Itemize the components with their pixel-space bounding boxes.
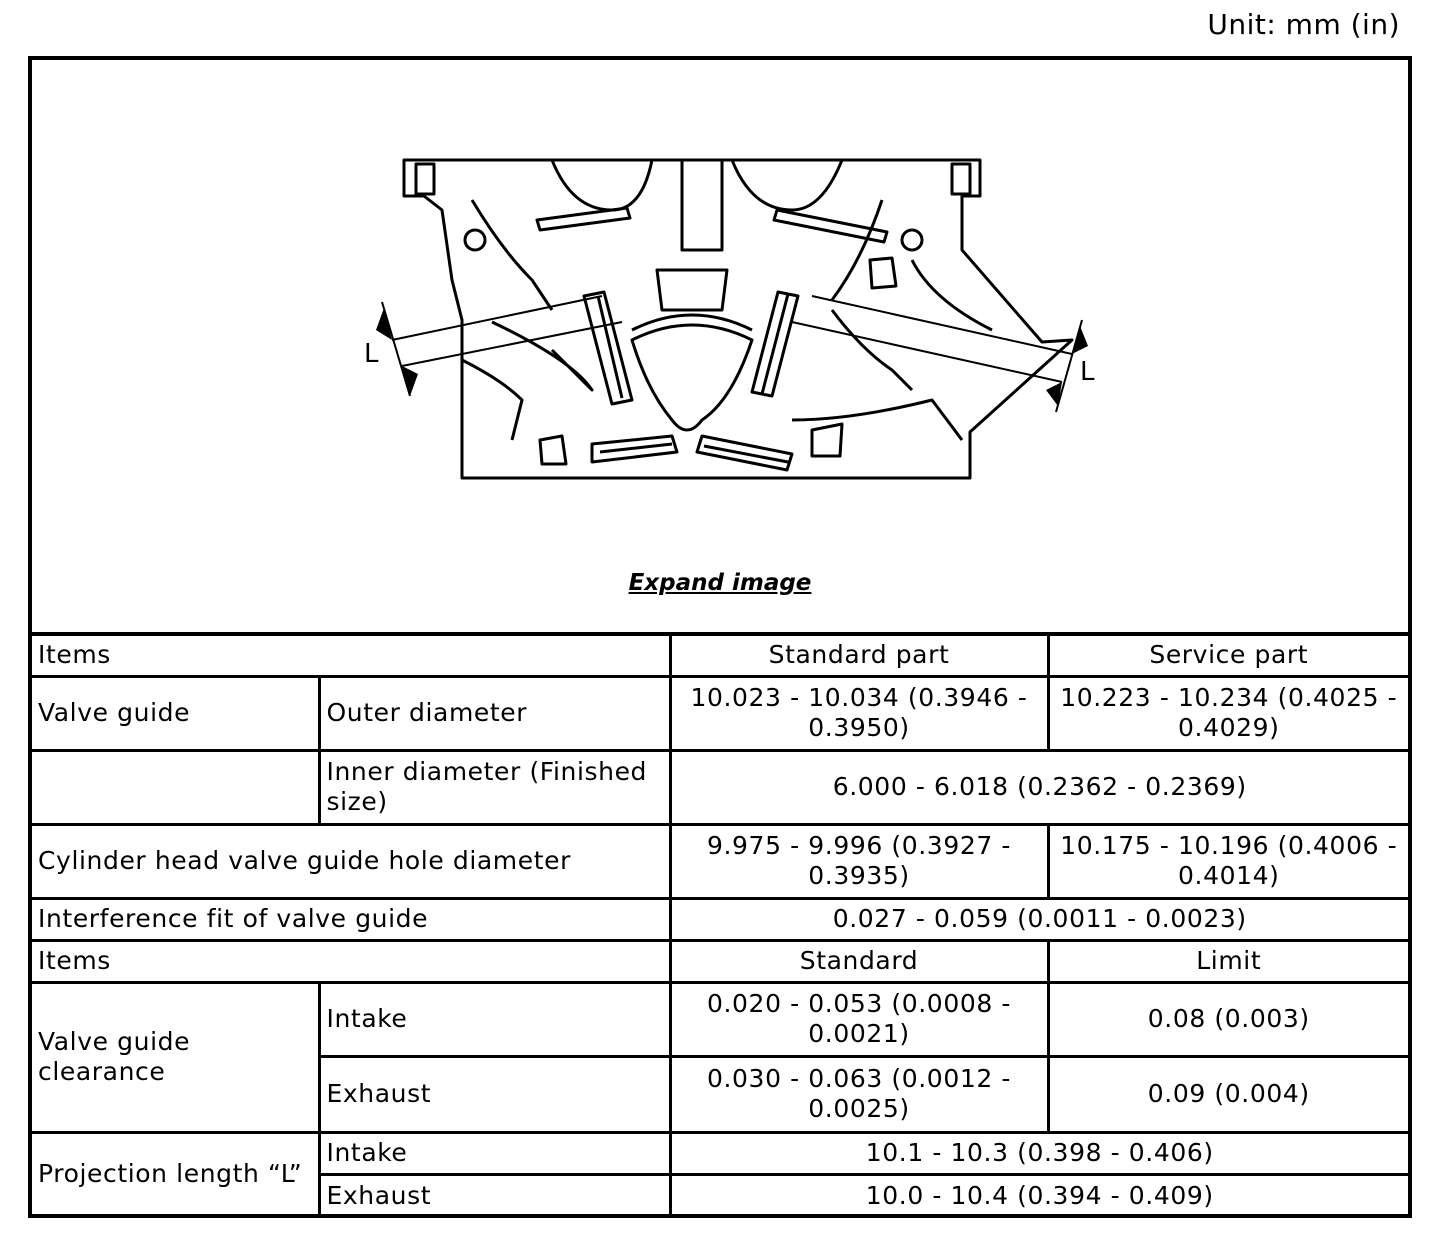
table-row <box>32 750 1408 824</box>
spec-frame <box>28 56 1412 1218</box>
outer-diameter-label: Outer diameter <box>319 676 670 750</box>
unit-label: Unit: mm (in) <box>1207 8 1400 41</box>
clearance-intake-standard: 0.020 - 0.053 (0.0008 - 0.0021) <box>670 982 1048 1056</box>
header-items-2: Items <box>32 940 670 982</box>
hole-diameter-standard: 9.975 - 9.996 (0.3927 - 0.3935) <box>670 824 1048 898</box>
inner-diameter-label: Inner diameter (Finished size) <box>319 750 670 824</box>
table-row <box>32 1132 1408 1174</box>
dimension-label-left: L <box>364 339 379 369</box>
projection-intake-label: Intake <box>319 1132 670 1174</box>
table-row <box>32 676 1408 750</box>
outer-diameter-service: 10.223 - 10.234 (0.4025 - 0.4029) <box>1048 676 1408 750</box>
expand-image-link[interactable]: Expand image <box>628 570 812 596</box>
empty-cell <box>32 750 319 824</box>
projection-exhaust-value: 10.0 - 10.4 (0.394 - 0.409) <box>670 1174 1408 1216</box>
table-row <box>32 824 1408 898</box>
interference-value: 0.027 - 0.059 (0.0011 - 0.0023) <box>670 898 1408 940</box>
clearance-exhaust-standard: 0.030 - 0.063 (0.0012 - 0.0025) <box>670 1056 1048 1132</box>
hole-diameter-service: 10.175 - 10.196 (0.4006 - 0.4014) <box>1048 824 1408 898</box>
dimension-label-right: L <box>1080 357 1095 387</box>
clearance-intake-label: Intake <box>319 982 670 1056</box>
valve-guide-label: Valve guide <box>32 676 319 750</box>
cylinder-head-diagram <box>32 60 1408 560</box>
cylinder-head-figure <box>32 60 1408 632</box>
outer-diameter-standard: 10.023 - 10.034 (0.3946 - 0.3950) <box>670 676 1048 750</box>
clearance-intake-limit: 0.08 (0.003) <box>1048 982 1408 1056</box>
table-header-row <box>32 940 1408 982</box>
clearance-label: Valve guide clearance <box>32 982 319 1132</box>
header-standard-part: Standard part <box>670 634 1048 676</box>
hole-diameter-label: Cylinder head valve guide hole diameter <box>32 824 670 898</box>
table-row <box>32 982 1408 1056</box>
header-limit: Limit <box>1048 940 1408 982</box>
specification-table <box>32 632 1408 1218</box>
inner-diameter-value: 6.000 - 6.018 (0.2362 - 0.2369) <box>670 750 1408 824</box>
table-header-row <box>32 634 1408 676</box>
projection-label: Projection length “L” <box>32 1132 319 1216</box>
header-items: Items <box>32 634 670 676</box>
projection-intake-value: 10.1 - 10.3 (0.398 - 0.406) <box>670 1132 1408 1174</box>
projection-exhaust-label: Exhaust <box>319 1174 670 1216</box>
header-standard: Standard <box>670 940 1048 982</box>
header-service-part: Service part <box>1048 634 1408 676</box>
interference-label: Interference fit of valve guide <box>32 898 670 940</box>
clearance-exhaust-label: Exhaust <box>319 1056 670 1132</box>
clearance-exhaust-limit: 0.09 (0.004) <box>1048 1056 1408 1132</box>
table-row <box>32 898 1408 940</box>
